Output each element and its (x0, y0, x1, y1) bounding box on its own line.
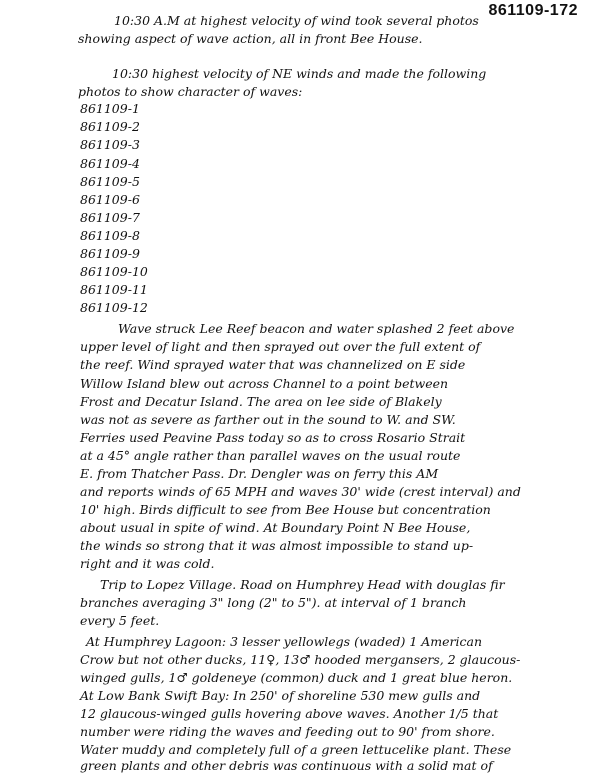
note-line: Ferries used Peavine Pass today so as to cross Rosario Strait (80, 430, 466, 445)
note-line: 10:30 highest velocity of NE winds and made the following (112, 66, 487, 81)
note-line: 12 glaucous-winged gulls hovering above waves. Another 1/5 that (80, 706, 499, 721)
note-line: at a 45° angle rather than parallel waves on the usual route (80, 448, 461, 463)
note-line: Frost and Decatur Island. The area on lee side of Blakely (80, 394, 442, 409)
note-line: E. from Thatcher Pass. Dr. Dengler was on ferry this AM (80, 466, 439, 481)
photo-number: 861109-12 (80, 300, 148, 315)
note-line: and reports winds of 65 MPH and waves 30' wide (crest interval) and (80, 484, 521, 499)
photo-number: 861109-4 (80, 156, 140, 171)
note-line: number were riding the waves and feeding out to 90' from shore. (80, 724, 495, 739)
note-line: 10' high. Birds difficult to see from Bee House but concentration (80, 502, 491, 517)
note-line: Trip to Lopez Village. Road on Humphrey Head with douglas fir (100, 577, 505, 592)
photo-number: 861109-7 (80, 210, 140, 225)
page-number: 861109-172 (488, 2, 578, 19)
note-line: branches averaging 3" long (2" to 5"). at interval of 1 branch (80, 595, 467, 610)
photo-number: 861109-3 (80, 137, 140, 152)
note-line: Water muddy and completely full of a green lettucelike plant. These (80, 742, 512, 757)
note-line: Willow Island blew out across Channel to a point between (80, 376, 449, 391)
note-line: right and it was cold. (80, 556, 215, 571)
note-line: At Low Bank Swift Bay: In 250' of shoreline 530 mew gulls and (80, 688, 481, 703)
note-line: winged gulls, 1♂ goldeneye (common) duck and 1 great blue heron. (80, 670, 513, 685)
photo-number: 861109-5 (80, 174, 140, 189)
note-line: At Humphrey Lagoon: 3 lesser yellowlegs (waded) 1 American (86, 634, 483, 649)
note-line: every 5 feet. (80, 613, 160, 628)
note-line: the reef. Wind sprayed water that was channelized on E side (80, 357, 466, 372)
photo-number: 861109-9 (80, 246, 140, 261)
note-line: about usual in spite of wind. At Boundary Point N Bee House, (80, 520, 471, 535)
photo-number: 861109-2 (80, 119, 140, 134)
photo-number: 861109-11 (80, 282, 148, 297)
photo-number: 861109-10 (80, 264, 148, 279)
photo-number: 861109-1 (80, 101, 140, 116)
note-line: 10:30 A.M at highest velocity of wind took several photos (114, 13, 479, 28)
photo-number: 861109-6 (80, 192, 140, 207)
note-line: Crow but not other ducks, 11♀, 13♂ hooded mergansers, 2 glaucous- (80, 652, 521, 667)
photo-number: 861109-8 (80, 228, 140, 243)
note-line: was not as severe as farther out in the sound to W. and SW. (80, 412, 456, 427)
note-line: green plants and other debris was continuous with a solid mat of (80, 758, 493, 773)
note-line: the winds so strong that it was almost impossible to stand up- (80, 538, 474, 553)
note-line: Wave struck Lee Reef beacon and water splashed 2 feet above (118, 321, 515, 336)
note-line: photos to show character of waves: (78, 84, 303, 99)
note-line: showing aspect of wave action, all in front Bee House. (78, 31, 423, 46)
note-line: upper level of light and then sprayed out over the full extent of (80, 339, 481, 354)
